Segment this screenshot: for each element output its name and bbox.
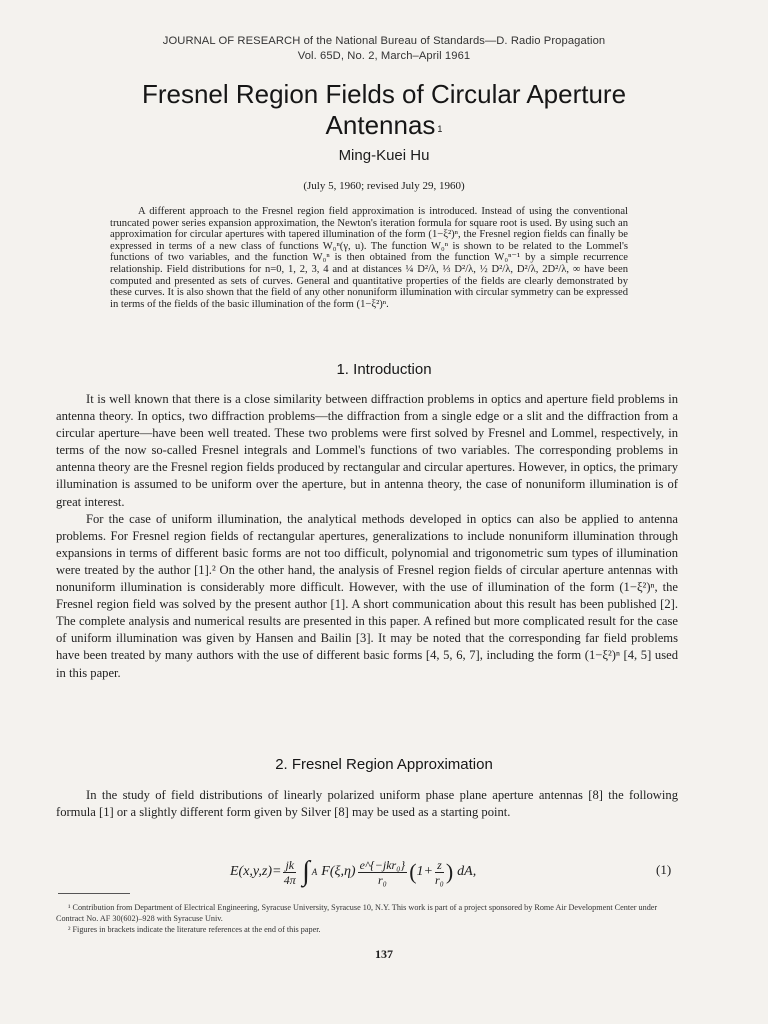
submission-dates: (July 5, 1960; revised July 29, 1960) bbox=[303, 180, 465, 192]
integrand: F(ξ,η) bbox=[321, 864, 356, 879]
right-paren: ) bbox=[445, 859, 454, 884]
exponential-fraction bbox=[358, 858, 408, 887]
fraction-denominator: r₀ bbox=[377, 872, 387, 887]
paper-title bbox=[80, 79, 688, 141]
section-heading-introduction: 1. Introduction bbox=[336, 361, 432, 378]
page-number: 137 bbox=[375, 947, 393, 961]
fraction-numerator: z bbox=[437, 857, 442, 872]
obliquity-fraction bbox=[435, 858, 444, 887]
paragraph: It is well known that there is a close similarity between diffraction problems in optics and aperture field problems in antenna theory. In optics, two diffraction problems—the diffraction from a single edge or a slit and the diffraction from a circular aperture—have been well treated. These two problems were first solved by Fresnel and Lommel, respectively, in terms of the now so-called Fresnel integrals and Lommel's functions of two variables. The corresponding problems in antenna theory are the Fresnel region fields produced by rectangular and circular apertures. However, in optics, the primary illumination is assumed to be uniform over the aperture, but in antenna theory, the case of nonuniform illumination is of great interest. bbox=[56, 392, 678, 509]
left-paren: ( bbox=[409, 859, 417, 884]
fraction-denominator: 4π bbox=[283, 872, 296, 887]
footnote-1: ¹ Contribution from Department of Electrical Engineering, Syracuse University, Syracuse 10, N.Y. This work is part of a project sponsored by Rome Air Development Center under Contract No. AF 30(602)–928 with Syracuse Univ. bbox=[56, 903, 658, 923]
fresnel-body bbox=[56, 787, 678, 821]
paren-lead: 1+ bbox=[416, 864, 433, 879]
title-line-2-text: Antennas bbox=[325, 110, 436, 140]
introduction-body bbox=[56, 391, 678, 682]
integral-subscript: A bbox=[311, 867, 318, 877]
fraction-denominator: r₀ bbox=[434, 872, 444, 887]
footnotes bbox=[56, 902, 676, 935]
footnote-2: ² Figures in brackets indicate the literature references at the end of this paper. bbox=[68, 925, 321, 934]
paragraph: For the case of uniform illumination, the analytical methods developed in optics can also be applied to antenna problems. For Fresnel region fields of rectangular apertures, generalizations to include nonuniform illumination through expansions in terms of different basic forms are not too difficult, polynomial and trigonometric sum types of illumination were treated by the author [1].² On the other hand, the analysis of Fresnel region fields of circular aperture antennas with nonuniform illumination is considerably more difficult. However, with the use of illumination of the form (1−ξ²)ⁿ, the Fresnel region field was solved by the present author [1]. A short communication about this result has been published [2]. The complete analysis and numerical results are presented in this paper. A refined but more complicated result for the case of uniform illumination was given by Hansen and Bailin [3]. It may be noted that the corresponding far field problems have been treated by many authors with the use of different basic forms [4, 5, 6, 7], including the form (1−ξ²)ⁿ [4, 5] used in this paper. bbox=[56, 511, 678, 680]
footnote-divider bbox=[58, 893, 130, 894]
equation-number: (1) bbox=[656, 862, 672, 877]
paragraph: In the study of field distributions of linearly polarized uniform phase plane aperture antennas [8] the following formula [1] or a slightly different form given by Silver [8] may be used as a starting point. bbox=[56, 788, 678, 820]
equation-tail: dA, bbox=[457, 864, 477, 879]
title-line-1: Fresnel Region Fields of Circular Aperture bbox=[141, 79, 627, 109]
fraction-numerator: jk bbox=[285, 857, 295, 872]
author-name: Ming-Kuei Hu bbox=[338, 147, 430, 164]
journal-line-1: JOURNAL OF RESEARCH of the National Bureau of Standards—D. Radio Propagation bbox=[162, 35, 606, 47]
title-line-2 bbox=[80, 110, 688, 141]
journal-header bbox=[0, 34, 768, 64]
abstract: A different approach to the Fresnel region field approximation is introduced. Instead of using the conventional truncated power series expansion approximation, the Newton's iteration formula for square root is used. By using such an approximation for circular apertures with tapered illumination of the form (1−ξ²)ⁿ, the Fresnel region fields can finally be expressed in terms of a new class of functions W₀ⁿ(γ, u). The function W₀ⁿ is shown to be related to the Lommel's functions of two variables, and the function W₀ⁿ is then obtained from the function W₀ⁿ⁻¹ by a simple recurrence relationship. Field distributions for n=0, 1, 2, 3, 4 and at distances ¼ D²/λ, ⅓ D²/λ, ½ D²/λ, D²/λ, 2D²/λ, ∞ have been computed and presented as sets of curves. General and quantitative properties of the fields are clearly demonstrated by these curves. It is also shown that the field of any other nonuniform illumination with circular symmetry can be expressed in terms of the fields of the basic illumination of the form (1−ξ²)ⁿ. bbox=[110, 206, 628, 310]
title-footnote-mark: 1 bbox=[437, 124, 443, 134]
equation-1 bbox=[230, 848, 476, 896]
equation-lhs: E(x,y,z)= bbox=[230, 864, 282, 879]
journal-line-2: Vol. 65D, No. 2, March–April 1961 bbox=[297, 50, 471, 62]
coefficient-fraction bbox=[283, 858, 296, 887]
integral-sign: ∫ bbox=[302, 856, 310, 887]
fraction-numerator: e^{−jkr₀} bbox=[359, 857, 406, 872]
section-heading-fresnel-approximation: 2. Fresnel Region Approximation bbox=[275, 756, 493, 773]
